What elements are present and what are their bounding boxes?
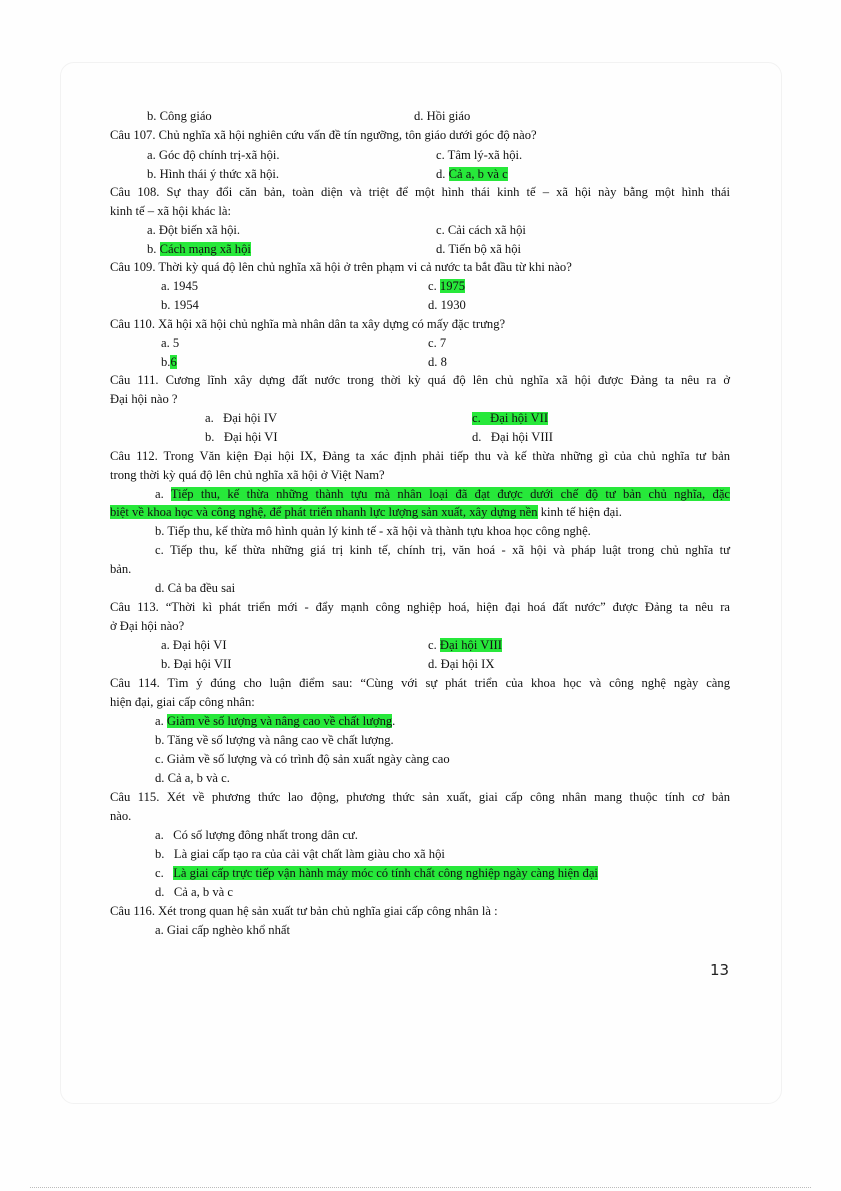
q114-option-b: b. Tăng về số lượng và nâng cao về chất lượng. [155, 733, 394, 747]
q110-option-c: c. 7 [428, 336, 447, 350]
q112-option-a-line1: a. Tiếp thu, kế thừa những thành tựu mà nhân loại đã đạt được dưới chế độ tư bản chủ nghĩa, đặc [155, 487, 730, 501]
q113-option-c: c. Đại hội VIII [428, 638, 502, 652]
q116-stem: Câu 116. Xét trong quan hệ sản xuất tư bản chủ nghĩa giai cấp công nhân là : [110, 904, 498, 918]
q109-answer-highlight: 1975 [439, 279, 466, 293]
q107-option-c: c. Tâm lý-xã hội. [436, 148, 523, 162]
q106-option-b: b. Công giáo [147, 109, 212, 123]
q108-option-b: b. Cách mạng xã hội [147, 242, 251, 256]
q111-stem-line1: Câu 111. Cương lĩnh xây dựng đất nước trong thời kỳ quá độ lên chủ nghĩa xã hội được Đảng ta nêu ra ở [110, 373, 730, 387]
q115-option-c: c. Là giai cấp trực tiếp vận hành máy móc có tính chất công nghiệp ngày càng hiện đại [155, 866, 598, 880]
q107-answer-highlight: Cả a, b và c [448, 167, 508, 181]
q112-option-c-line2: bản. [110, 562, 132, 576]
q112-answer-highlight-1: Tiếp thu, kế thừa những thành tựu mà nhân loại đã đạt được dưới chế độ tư bản chủ nghĩa, đặc [170, 487, 730, 501]
q108-stem-line2: kinh tế – xã hội khác là: [110, 204, 232, 218]
q111-stem-line2: Đại hội nào ? [110, 392, 178, 406]
q108-stem-line1: Câu 108. Sự thay đổi căn bản, toàn diện và triệt để một hình thái kinh tế – xã hội này bằng một hình thái [110, 185, 730, 199]
q113-stem-line2: ở Đại hội nào? [110, 619, 185, 633]
q109-option-d: d. 1930 [428, 298, 466, 312]
q113-stem-line1: Câu 113. “Thời kì phát triển mới - đẩy mạnh công nghiệp hoá, hiện đại hoá đất nước” được Đảng ta nêu ra [110, 600, 730, 614]
q112-option-a-line2: biệt về khoa học và công nghệ, để phát triển nhanh lực lượng sản xuất, xây dựng nền kinh tế hiện đại. [110, 505, 622, 519]
q113-option-b: b. Đại hội VII [161, 657, 232, 671]
q115-stem-line1: Câu 115. Xét về phương thức lao động, phương thức sản xuất, giai cấp công nhân mang thuộc tính cơ bản [110, 790, 730, 804]
q112-answer-highlight-2: biệt về khoa học và công nghệ, để phát triển nhanh lực lượng sản xuất, xây dựng nền [110, 505, 538, 519]
q114-answer-highlight: Giảm về số lượng và nâng cao về chất lượng [166, 714, 393, 728]
q107-option-a: a. Góc độ chính trị-xã hội. [147, 148, 280, 162]
q108-answer-highlight: Cách mạng xã hội [159, 242, 251, 256]
q111-option-b: b. Đại hội VI [205, 430, 278, 444]
q112-option-c-line1: c. Tiếp thu, kế thừa những giá trị kinh tế, chính trị, văn hoá - xã hội và pháp luật trong chủ nghĩa tư [155, 543, 730, 557]
q109-option-b: b. 1954 [161, 298, 199, 312]
q111-option-d: d. Đại hội VIII [472, 430, 553, 444]
q114-option-d: d. Cả a, b và c. [155, 771, 230, 785]
q110-option-d: d. 8 [428, 355, 447, 369]
q110-option-a: a. 5 [161, 336, 180, 350]
q115-answer-highlight: Là giai cấp trực tiếp vận hành máy móc có tính chất công nghiệp ngày càng hiện đại [173, 866, 598, 880]
q110-stem: Câu 110. Xã hội xã hội chủ nghĩa mà nhân dân ta xây dựng có mấy đặc trưng? [110, 317, 506, 331]
q115-stem-line2: nào. [110, 809, 132, 823]
q107-option-d: d. Cả a, b và c [436, 167, 508, 181]
q114-option-c: c. Giảm về số lượng và có trình độ sản xuất ngày càng cao [155, 752, 450, 766]
q110-option-b: b.6 [161, 355, 177, 369]
q112-stem-line1: Câu 112. Trong Văn kiện Đại hội IX, Đảng ta xác định phải tiếp thu và kế thừa những gì của chủ nghĩa tư bản [110, 449, 730, 463]
q114-stem-line2: hiện đại, giai cấp công nhân: [110, 695, 255, 709]
q108-option-a: a. Đột biến xã hội. [147, 223, 241, 237]
q116-option-a: a. Giai cấp nghèo khổ nhất [155, 923, 290, 937]
q112-stem-line2: trong thời kỳ quá độ lên chủ nghĩa xã hội ở Việt Nam? [110, 468, 385, 482]
q114-stem-line1: Câu 114. Tìm ý đúng cho luận điểm sau: “Cùng với sự phát triển của khoa học và công nghệ ngày càng [110, 676, 730, 690]
q111-option-c-highlight: c. Đại hội VII [472, 411, 549, 425]
q114-option-a: a. Giảm về số lượng và nâng cao về chất lượng. [155, 714, 396, 728]
q109-option-a: a. 1945 [161, 279, 199, 293]
bottom-divider [30, 1187, 811, 1188]
q115-option-d: d. Cả a, b và c [155, 885, 233, 899]
q113-answer-highlight: Đại hội VIII [439, 638, 502, 652]
q112-option-d: d. Cả ba đều sai [155, 581, 236, 595]
q115-option-a: a. Có số lượng đông nhất trong dân cư. [155, 828, 358, 842]
q110-answer-highlight: 6 [170, 355, 177, 369]
q106-option-d: d. Hồi giáo [414, 109, 471, 123]
q108-option-c: c. Cải cách xã hội [436, 223, 526, 237]
q107-option-b: b. Hình thái ý thức xã hội. [147, 167, 280, 181]
q115-option-b: b. Là giai cấp tạo ra của cải vật chất làm giàu cho xã hội [155, 847, 445, 861]
q113-option-d: d. Đại hội IX [428, 657, 495, 671]
q112-option-b: b. Tiếp thu, kế thừa mô hình quản lý kinh tế - xã hội và thành tựu khoa học công nghệ. [155, 524, 591, 538]
q111-option-a: a. Đại hội IV [205, 411, 278, 425]
q107-stem: Câu 107. Chủ nghĩa xã hội nghiên cứu vấn đề tín ngưỡng, tôn giáo dưới góc độ nào? [110, 128, 537, 142]
q113-option-a: a. Đại hội VI [161, 638, 227, 652]
page-number: 13 [710, 961, 730, 979]
q109-option-c: c. 1975 [428, 279, 466, 293]
q109-stem: Câu 109. Thời kỳ quá độ lên chủ nghĩa xã hội ở trên phạm vi cả nước ta bắt đầu từ khi nào? [110, 260, 572, 274]
q108-option-d: d. Tiến bộ xã hội [436, 242, 522, 256]
